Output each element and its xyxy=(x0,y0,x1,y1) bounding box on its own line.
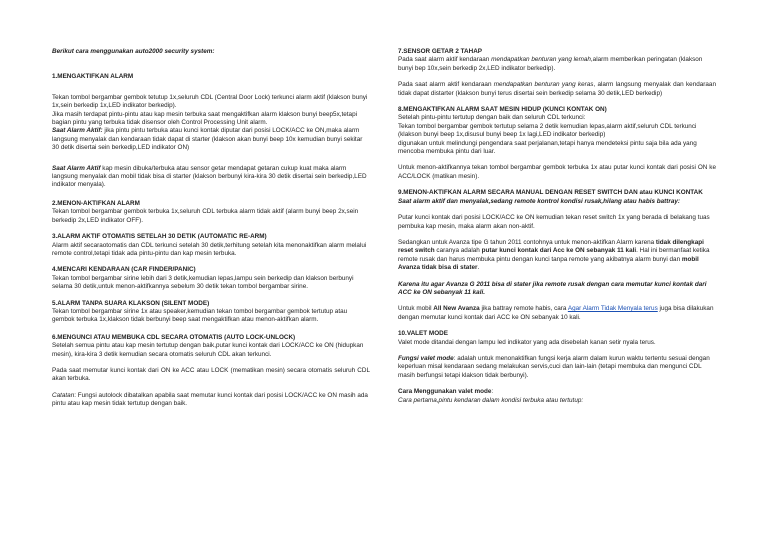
section-9-note: Karena itu agar Avanza G 2011 bisa di stater jika remote rusak dengan cara memutar kunci kontak dari ACC ke ON sebanyak 11 kali. xyxy=(398,280,707,296)
section-9-text: Untuk mobil All New Avanza jika battray remote habis, cara Agar Alarm Tidak Menyala terus juga bisa dilakukan dengan memutar kunci kontak dari ACC ke ON sebanyak 10 kali. xyxy=(398,305,714,321)
section-9-text: Sedangkan untuk Avanza tipe G tahun 2011 contohnya untuk menon-aktifkan Alarm karena tidak dilengkapi reset switch caranya adalah putar kunci kontak dari Acc ke ON sebanyak 11 kali. Hal ini bermanfaat ketika remote rusak dan harus membuka pintu dengan kunci tanpa remote yang akibatnya alarm bunyi dan mobil Avanza tidak bisa di stater. xyxy=(398,238,710,272)
section-10-heading: 10.VALET MODE xyxy=(398,330,448,338)
section-8-text: Tekan tombol bergambar gembok tertutup selama 2 detik kemudian lepas,alarm aktif,seluruh CDL terkunci (klakson bunyi beep 1x,disusul bunyi beep 1x lagi,LED indikator berkedip) xyxy=(398,122,697,139)
section-1-text: Tekan tombol bergambar gembok tetutup 1x,seluruh CDL (Central Door Lock) terkunci alarm aktif (klakson bunyi 1x,sein berkedip 1x,LED indikator berkedip). xyxy=(52,93,368,110)
section-7-text: Pada saat alarm aktif kendaraan mendapatkan benturan yang lemah,alarm memberikan peringatan (klakson bunyi bep 10x,sein berkedip 2x,LED indikator berkedip). xyxy=(398,56,703,72)
section-1-text: Jika masih terdapat pintu-pintu atau kap mesin terbuka saat mengaktifkan alarm klakson bunyi beep5x,tetapi bagian pintu yang terbuka tidak disensor oleh Control Processing Unit alarm. xyxy=(52,110,358,127)
section-8-text: digunakan untuk melindungi pengendara saat perjalanan,tetapi hanya mendeteksi pintu saja bila ada yang mencoba membuka pintu dari luar. xyxy=(398,139,697,156)
section-7-heading: 7.SENSOR GETAR 2 TAHAP xyxy=(398,48,483,55)
section-6-note: Catatan: Fungsi autolock dibatalkan apabila saat memutar kunci kontak dari posisi LOCK/ACC ke ON masih ada pintu atau kap mesin tidak tertutup dengan baik. xyxy=(52,391,368,408)
left-column xyxy=(52,48,370,414)
section-3-heading: 3.ALARM AKTIF OTOMATIS SETELAH 30 DETIK (AUTOMATIC RE-ARM) xyxy=(52,233,267,241)
section-5-heading: 5.ALARM TANPA SUARA KLAKSON (SILENT MODE) xyxy=(52,299,210,307)
section-1-heading: 1.MENGAKTIFKAN ALARM xyxy=(52,73,134,81)
section-1-text: Saat Alarm Aktif: jika pintu pintu terbuka atau kunci kontak diputar dari posisi LOCK/ACC ke ON,maka alarm langsung menyalak dan kendaraan tidak dapat di starter (klakson akan bunyi beep 10x kemudian bunyi sekitar 30 detik disertai sein berkedip,LED indikator ON) xyxy=(52,127,363,152)
section-3-text: Alarm aktif secaraotomatis dan CDL terkunci setelah 30 detik,terhitung setelah kita menonaktifkan alarm melalui remote control,tetapi tidak ada pintu-pintu dan kap mesin terbuka. xyxy=(52,241,367,257)
section-6-heading: 6.MENGUNCI ATAU MEMBUKA CDL SECARA OTOMATIS (AUTO LOCK-UNLOCK) xyxy=(52,333,296,341)
section-9-heading: 9.MENON-AKTIFKAN ALARM SECARA MANUAL DENGAN RESET SWITCH DAN atau KUNCI KONTAK xyxy=(398,189,703,197)
section-10-text: Fungsi valet mode: adalah untuk menonaktifkan fungsi kerja alarm dalam kurun waktu tertentu sesuai dengan keperluan misal kendaraan sedang melakukan servis,cuci dan lain-lain (tetapi membuka dan mengunci CDL masih berfungsi tetapi klakson tidak berbunyi). xyxy=(398,354,710,379)
section-6-text: Pada saat memutar kunci kontak dari ON ke ACC atau LOCK (mematikan mesin) secara otomatis seluruh CDL akan terbuka. xyxy=(52,366,370,383)
right-column xyxy=(398,48,716,411)
section-8-text: Untuk menon-aktifkannya tekan tombol bergambar gembok terbuka 1x atau putar kunci kontak dari posisi ON ke ACC/LOCK (matikan mesin). xyxy=(398,164,716,180)
section-9-text: Putar kunci kontak dari posisi LOCK/ACC ke ON kemudian tekan reset switch 1x yang berada di belakang tuas pembuka kap mesin, maka alarm akan non-aktif. xyxy=(398,214,710,230)
section-10-subheading: Cara Menggunakan valet mode: xyxy=(398,388,494,396)
section-10-text: Cara pertama,pintu kendaran dalam kondisi terbuka atau tertutup: xyxy=(398,396,584,404)
section-8-heading: 8.MENGAKTIFKAN ALARM SAAT MESIN HIDUP (KUNCI KONTAK ON) xyxy=(398,106,607,114)
section-7-text: Pada saat alarm aktif kendaraan mendapatkan benturan yang keras, alarm langsung menyalak dan kendaraan tidak dapat distarter (klakson bunyi terus disertai sein berkedip selama 30 detik,LED berkedip) xyxy=(398,81,716,97)
alarm-article-link[interactable]: Agar Alarm Tidak Menyala terus xyxy=(567,305,658,313)
section-8-text: Setelah pintu-pintu tertutup dengan baik dan seluruh CDL terkunci: xyxy=(398,114,586,122)
section-4-text: Tekan tombol bergambar sirine lebih dari 3 detik,kemudian lepas,lampu sein berkedip dan klakson berbunyi selama 30 detik,untuk menon-aktifkannya sebelum 30 detik tekan tombol bergambar sirine. xyxy=(52,274,354,291)
section-5-text: Tekan tombol bergambar sirine 1x atau speaker,kemudian tekan tombol bergambar gembok tertutup atau gembok terbuka 1x,klakson tidak berbunyi beep saat mengaktifkan atau menon-aktifkan alarm. xyxy=(52,307,348,324)
section-6-text: Setelah semua pintu atau kap mesin tertutup dengan baik,putar kunci kontak dari LOCK/ACC ke ON (hidupkan mesin), kira-kira 3 detik kemudian secara otomatis seluruh CDL akan terkunci. xyxy=(52,342,364,358)
section-4-heading: 4.MENCARI KENDARAAN (CAR FINDER/PANIC) xyxy=(52,266,196,274)
section-2-heading: 2.MENON-AKTIFKAN ALARM xyxy=(52,199,140,207)
section-2-text: Tekan tombol bergambar gembok terbuka 1x,seluruh CDL terbuka alarm tidak aktif (alarm bunyi beep 2x,sein berkedip 2x,LED indikator OFF). xyxy=(52,208,359,224)
section-10-text: Valet mode ditandai dengan lampu led indikator yang ada disebelah kanan setir nyala terus. xyxy=(398,338,656,346)
intro-text: Berikut cara menggunakan auto2000 security system: xyxy=(52,48,215,55)
section-1-text: Saat Alarm Aktif kap mesin dibuka/terbuka atau sensor getar mendapat getaran cukup kuat maka alarm langsung menyalak dan mobil tidak bisa di starter (klakson berbunyi kira-kira 30 detik disertai sein berkedip,LED indikator menyala). xyxy=(52,164,367,189)
section-9-subheading: Saat alarm aktif dan menyalak,sedang remote kontrol kondisi rusak,hilang atau habis battray: xyxy=(398,197,681,205)
